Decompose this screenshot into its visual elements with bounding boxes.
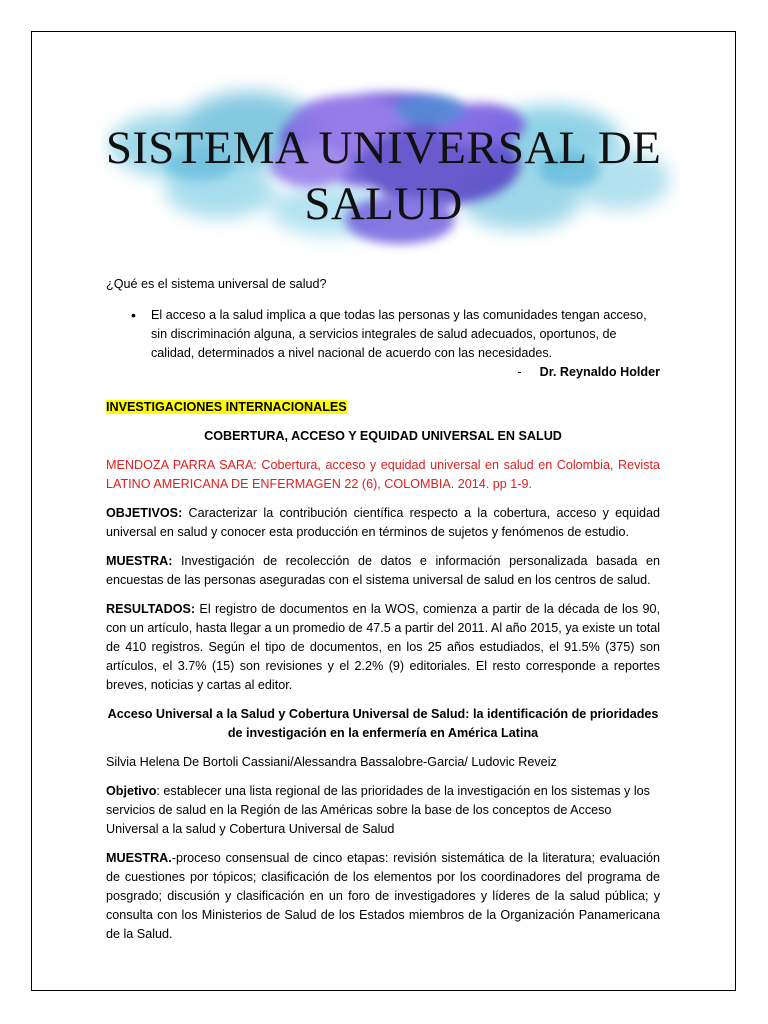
study1-reference: MENDOZA PARRA SARA: Cobertura, acceso y equidad universal en salud en Colombia, Revista LATINO AMERICANA DE ENFERMAGEN 22 (6), COLOMBIA. 2014. pp 1-9. [106, 458, 660, 491]
document-body [106, 275, 660, 954]
resultados-text: El registro de documentos en la WOS, comienza a partir de la década de los 90, con un artículo, hasta llegar a un promedio de 47.5 a partir del 2011. Al año 2015, ya existe un total de 410 registros. Según el tipo de documentos, en los 25 años estudiados, el 91.5% (375) son artículos, el 3.7% (15) son revisiones y el 2.2% (9) editoriales. El resto corresponde a reportes breves, noticias y cartas al editor. [106, 602, 660, 692]
objetivos-text: Caracterizar la contribución científica respecto a la cobertura, acceso y equidad universal en salud y conocer esta producción en términos de sujetos y fenómenos de estudio. [106, 506, 660, 539]
section-heading [106, 398, 660, 417]
study1-resultados [106, 600, 660, 695]
definition-text: El acceso a la salud implica a que todas las personas y las comunidades tengan acceso, sin discriminación alguna, a servicios integrales de salud adecuados, oportunos, de calidad, determinados a nivel nacional de acuerdo con las necesidades. [151, 308, 647, 360]
objetivo-label: Objetivo [106, 784, 157, 798]
study2-muestra [106, 849, 660, 944]
document-title [31, 120, 736, 232]
study2-objetivo [106, 782, 660, 839]
muestra-text: Investigación de recolección de datos e información personalizada basada en encuestas de las personas aseguradas con el sistema universal de salud en los centros de salud. [106, 554, 660, 587]
quote-dash: - [517, 365, 522, 379]
definition-bullet [131, 306, 660, 363]
study2-authors: Silvia Helena De Bortoli Cassiani/Alessandra Bassalobre-Garcia/ Ludovic Reveiz [106, 755, 557, 769]
study1-heading: COBERTURA, ACCESO Y EQUIDAD UNIVERSAL EN SALUD [204, 429, 562, 443]
intro-question: ¿Qué es el sistema universal de salud? [106, 277, 327, 291]
muestra2-text: -proceso consensual de cinco etapas: revisión sistemática de la literatura; evaluación de cuestiones por tópicos; clasificación de los elementos por los coordinadores del programa de posgrado; discusión y clasificación en un foro de investigadores y líderes de la salud pública; y consulta con los Ministerios de Salud de los Estados miembros de la Organización Panamericana de la Salud. [106, 851, 660, 941]
bullet-icon: • [131, 307, 136, 323]
highlighted-heading: INVESTIGACIONES INTERNACIONALES [106, 400, 347, 414]
study1-muestra [106, 552, 660, 590]
quote-author-name: Dr. Reynaldo Holder [539, 365, 660, 379]
muestra-label: MUESTRA: [106, 554, 173, 568]
resultados-label: RESULTADOS: [106, 602, 196, 616]
study1-objetivos [106, 504, 660, 542]
title-line-1: SISTEMA UNIVERSAL DE [105, 122, 662, 174]
quote-author [106, 363, 660, 382]
title-line-2: SALUD [304, 178, 463, 230]
study2-heading: Acceso Universal a la Salud y Cobertura Universal de Salud: la identificación de prioridades de investigación en la enfermería en América Latina [107, 707, 659, 740]
objetivos-label: OBJETIVOS: [106, 506, 183, 520]
muestra2-label: MUESTRA. [106, 851, 172, 865]
objetivo-text: : establecer una lista regional de las prioridades de la investigación en los sistemas y los servicios de salud en la Región de las Américas sobre la base de los conceptos de Acceso Universal a la salud y Cobertura Universal de Salud [106, 784, 650, 836]
